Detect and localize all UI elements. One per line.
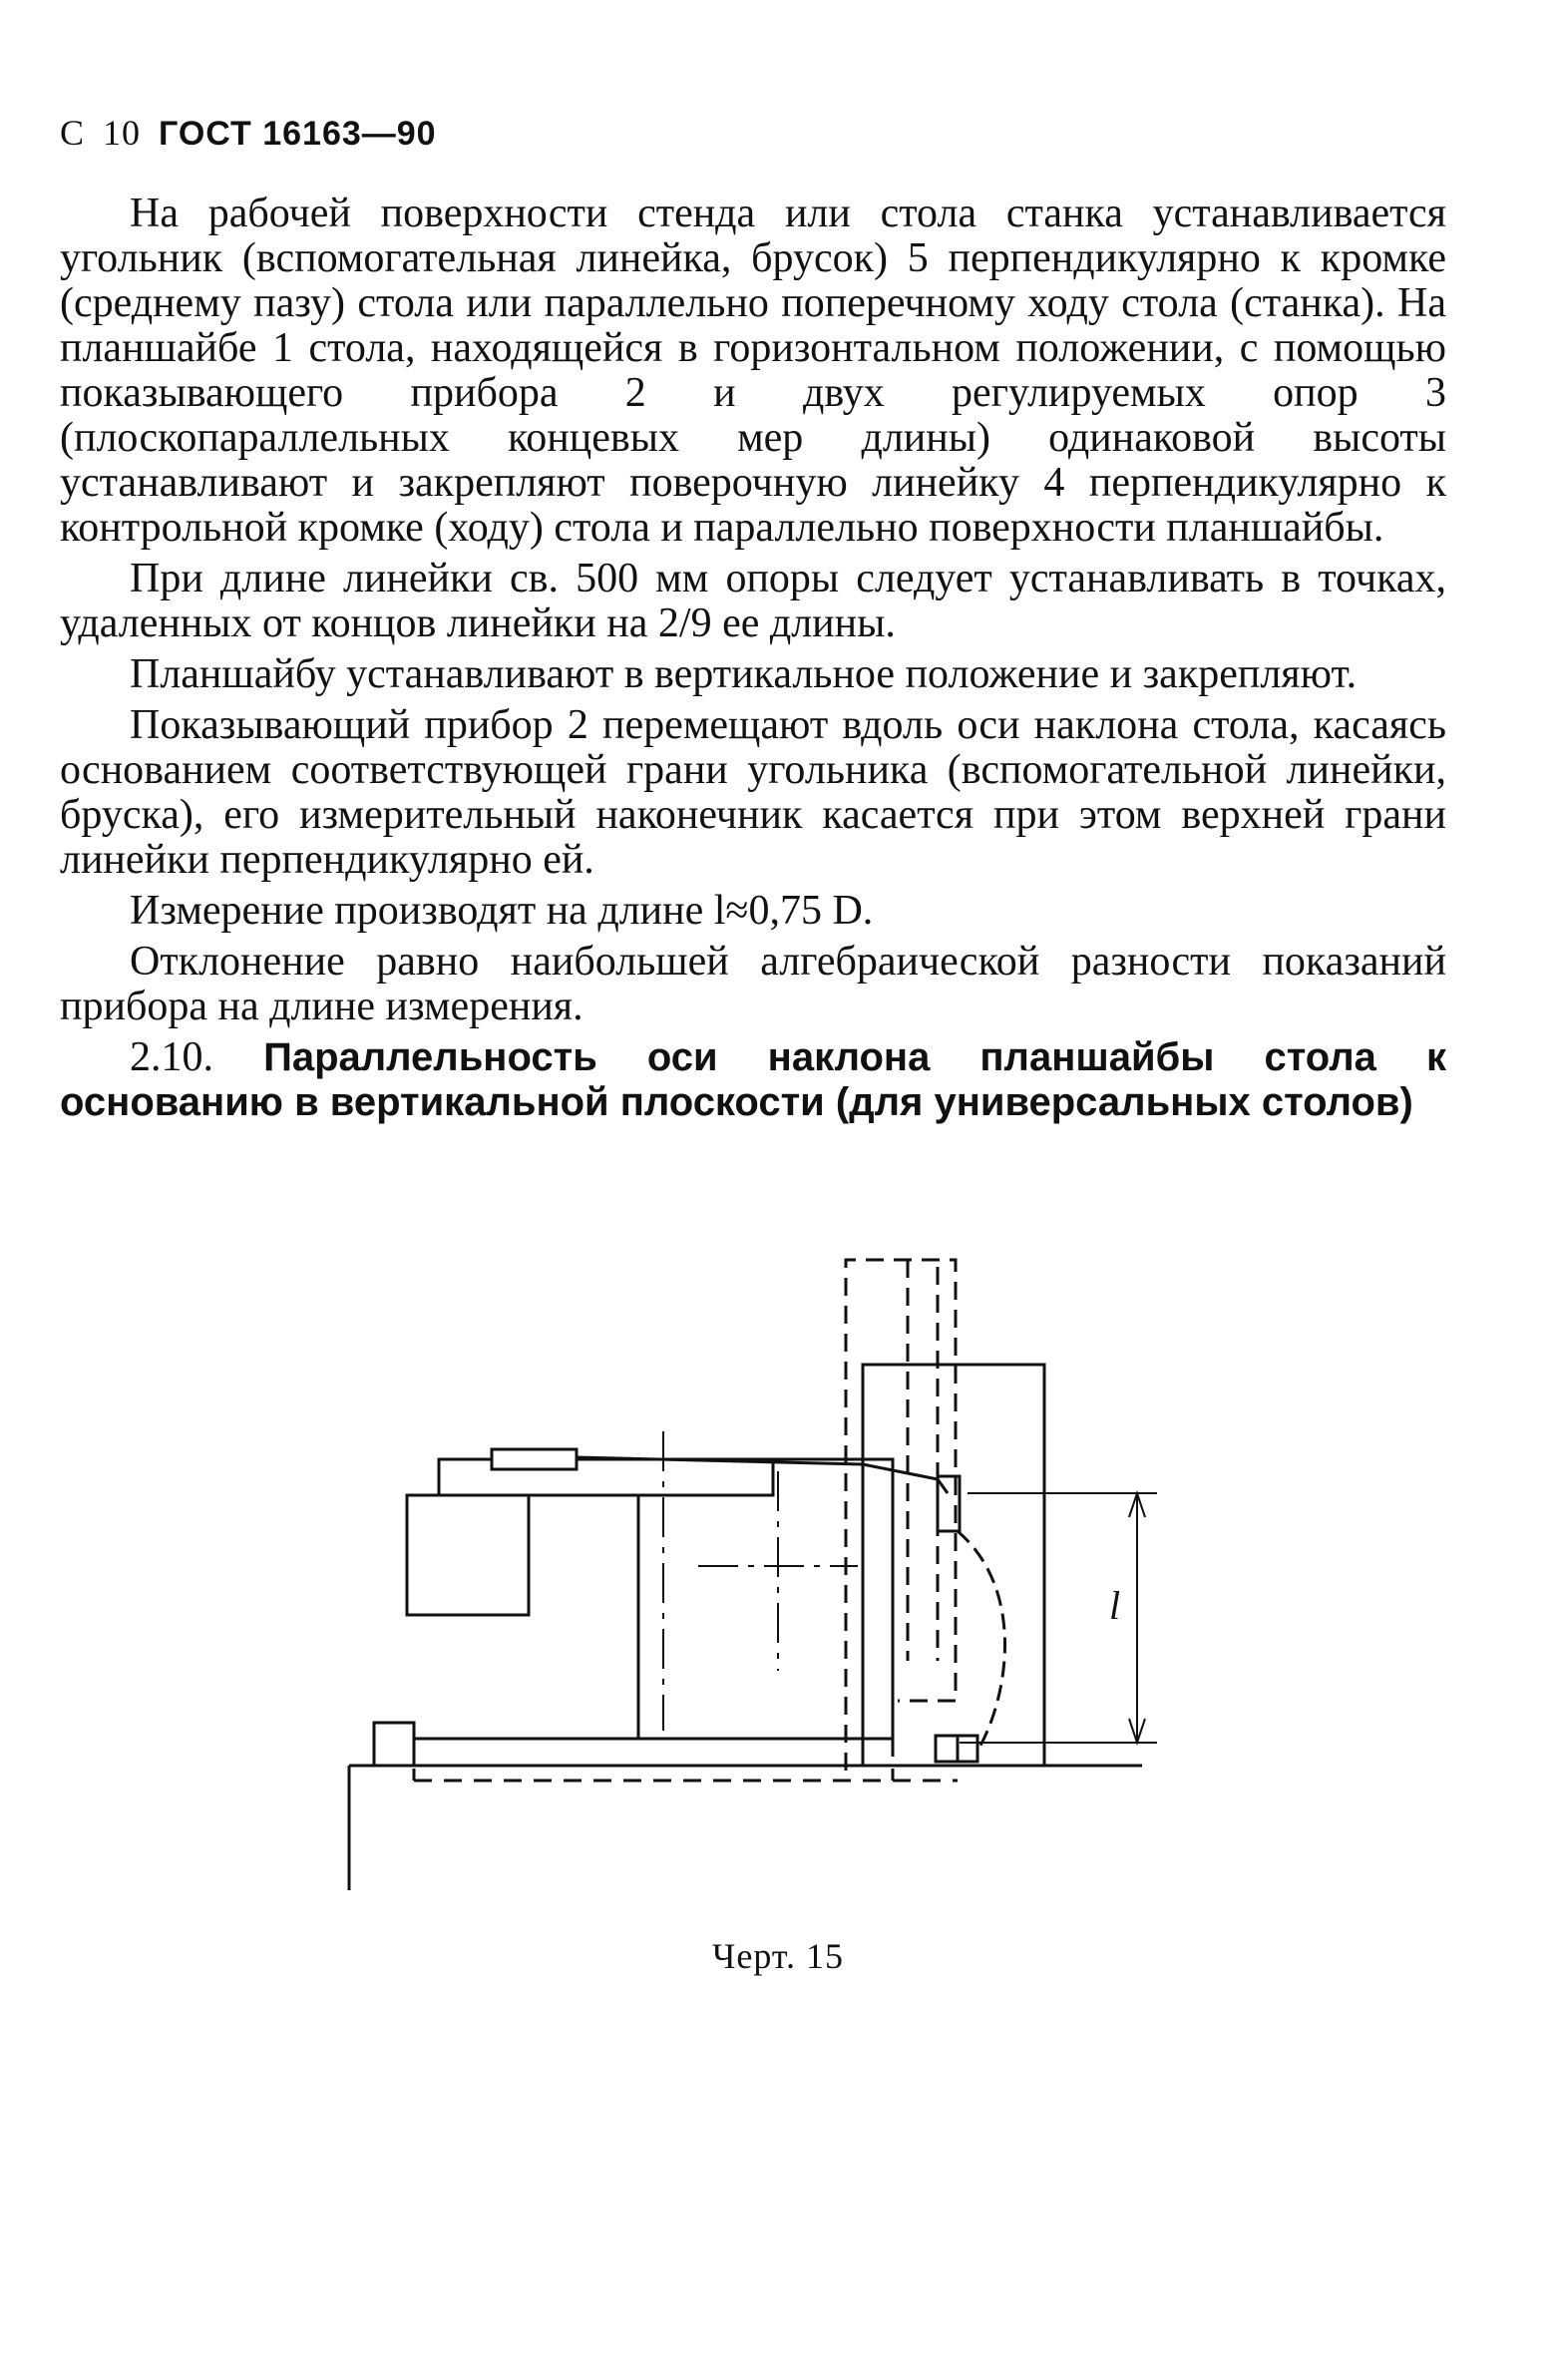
dimension-l xyxy=(960,1493,1157,1743)
faceplate xyxy=(407,1459,893,1739)
section-title: Параллельность оси наклона планшайбы стола к основанию в вертикальной плоскости (для универсальных столов) xyxy=(60,1035,1446,1124)
paragraph-deviation: Отклонение равно наибольшей алгебраической разности показаний прибора на длине измерения. xyxy=(60,939,1446,1029)
paragraph-setup: На рабочей поверхности стенда или стола станка устанавливается угольник (вспомогательная линейка, брусок) 5 перпендикулярно к кромке (среднему пазу) стола или параллельно поперечному ходу стола (станка). На планшайбе 1 стола, находящейся в горизонтальном положении, с помощью показывающего прибора 2 и двух регулируемых опор 3 (плоскопараллельных концевых мер длины) одинаковой высоты устанавливают и закрепляют поверочную линейку 4 перпендикулярно к контрольной кромке (ходу) стола и параллельно поверхности планшайбы. xyxy=(60,191,1446,551)
paragraph-length: Измерение производят на длине l≈0,75 D. xyxy=(130,888,874,934)
figure-caption: Черт. 15 xyxy=(712,1936,844,1976)
paragraph-indicator: Показывающий прибор 2 перемещают вдоль оси наклона стола, касаясь основанием соответствующей грани угольника (вспомогательной линейки, бруска), его измерительный наконечник касается при этом верхней грани линейки перпендикулярно ей. xyxy=(60,702,1446,883)
paragraph-supports: При длине линейки св. 500 мм опоры следует устанавливать в точках, удаленных от концов линейки на 2/9 ее длины. xyxy=(60,556,1446,646)
body-text xyxy=(60,192,1446,1131)
section-heading xyxy=(60,1035,1446,1125)
table-base xyxy=(349,1723,1142,1890)
travel-arc xyxy=(958,1531,1005,1751)
page-header xyxy=(60,112,437,154)
dimension-label: l xyxy=(1109,1583,1121,1628)
square-block xyxy=(863,1365,1044,1766)
dial-indicator xyxy=(492,1449,960,1531)
standard-designation: ГОСТ 16163—90 xyxy=(159,115,437,153)
support-block xyxy=(936,1736,977,1762)
faceplate-dashed xyxy=(414,1739,958,1781)
header-prefix: С xyxy=(60,113,86,153)
section-number: 2.10. xyxy=(130,1034,213,1080)
center-lines xyxy=(663,1431,858,1731)
technical-drawing xyxy=(339,1232,1257,1910)
page-number: 10 xyxy=(103,113,142,153)
paragraph-vertical: Планшайбу устанавливают в вертикальное положение и закрепляют. xyxy=(130,651,1358,697)
